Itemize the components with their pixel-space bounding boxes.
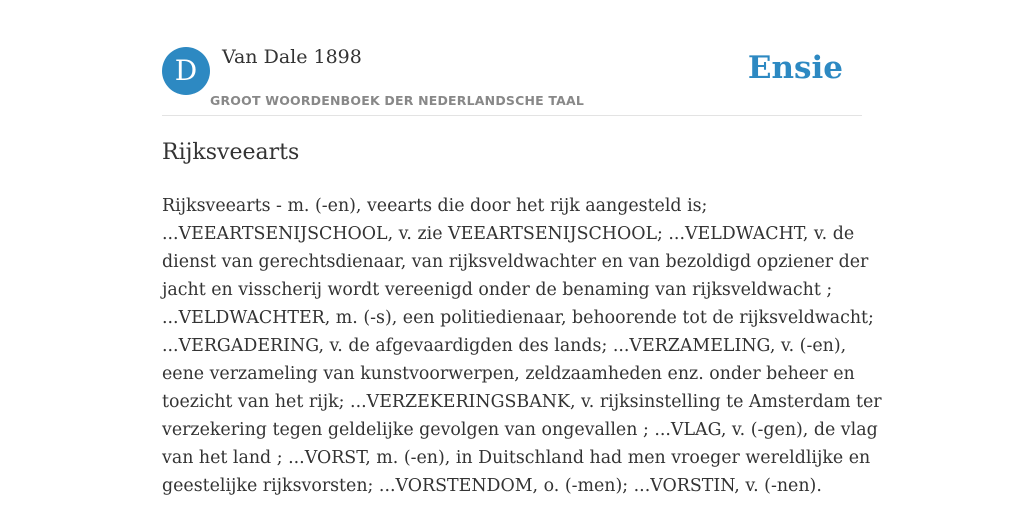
definition-line: eene verzameling van kunstvoorwerpen, zeldzaamheden enz. onder beheer en — [162, 364, 855, 384]
header-divider — [162, 115, 862, 116]
definition-line: ...VEEARTSENIJSCHOOL, v. zie VEEARTSENIJSCHOOL; ...VELDWACHT, v. de — [162, 224, 855, 244]
source-subtitle: GROOT WOORDENBOEK DER NEDERLANDSCHE TAAL — [210, 93, 585, 108]
definition-line: ...VELDWACHTER, m. (-s), een politiedienaar, behoorende tot de rijksveldwacht; — [162, 308, 874, 328]
brand-logo[interactable]: Ensie — [747, 50, 843, 86]
definition-line: jacht en visscherij wordt vereenigd onder de benaming van rijksveldwacht ; — [162, 280, 833, 300]
definition-line: van het land ; ...VORST, m. (-en), in Duitschland had men vroeger wereldlijke en — [162, 448, 871, 468]
definition-line: ...VERGADERING, v. de afgevaardigden des lands; ...VERZAMELING, v. (-en), — [162, 336, 847, 356]
definition-line: dienst van gerechtsdienaar, van rijksveldwachter en van bezoldigd opziener der — [162, 252, 869, 272]
definition-line: Rijksveearts - m. (-en), veearts die door het rijk aangesteld is; — [162, 196, 708, 216]
source-title[interactable]: Van Dale 1898 — [222, 46, 362, 68]
definition-line: geestelijke rijksvorsten; ...VORSTENDOM, o. (-men); ...VORSTIN, v. (-nen). — [162, 476, 822, 496]
definition-line: verzekering tegen geldelijke gevolgen van ongevallen ; ...VLAG, v. (-gen), de vlag — [162, 420, 878, 440]
entry-definition — [162, 192, 882, 500]
source-avatar[interactable]: D — [162, 47, 210, 95]
definition-line: toezicht van het rijk; ...VERZEKERINGSBANK, v. rijksinstelling te Amsterdam ter — [162, 392, 882, 412]
entry-title: Rijksveearts — [162, 140, 300, 165]
